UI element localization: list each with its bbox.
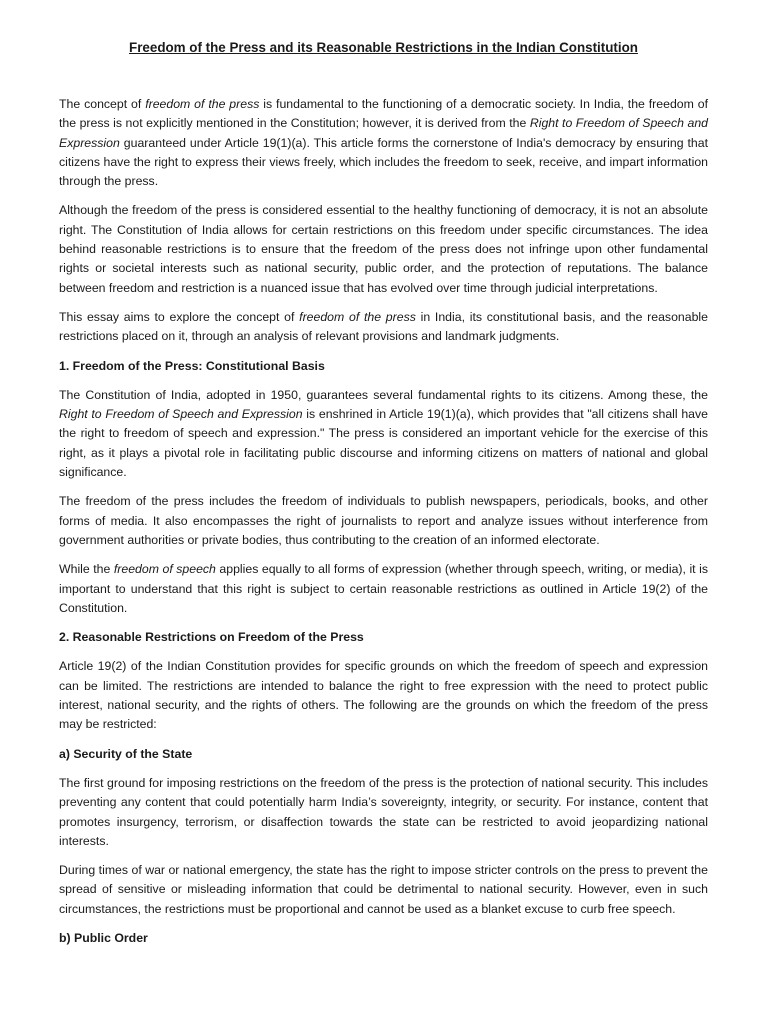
italic-run: freedom of speech bbox=[113, 562, 216, 577]
text-run: The Constitution of India, adopted in 1950, guarantees several fundamental rights to its citizens. Among these, the bbox=[59, 387, 708, 402]
text-run: This essay aims to explore the concept of bbox=[59, 309, 300, 324]
text-run: in India, its constitutional basis, and the reasonable restrictions placed on it, through an analysis of relevant provisions and landmark judgments. bbox=[59, 309, 709, 344]
paragraph-freedom-of-speech bbox=[59, 560, 708, 618]
text-run: applies equally to all forms of expression (whether through speech, writing, or media), it is important to understand that this right is subject to certain reasonable restrictions as outlined in Article 19(2) of the Constitution. bbox=[59, 562, 708, 615]
subsection-heading-a: a) Security of the State bbox=[59, 746, 193, 761]
paragraph-security-2: During times of war or national emergency, the state has the right to impose stricter controls on the press to prevent the spread of sensitive or misleading information that could be detrimental to national security. However, even in such circumstances, the restrictions must be proportional and cannot be used as a blanket excuse to curb free speech. bbox=[59, 863, 708, 916]
section-heading-1: 1. Freedom of the Press: Constitutional Basis bbox=[59, 358, 325, 373]
text-run: guaranteed under Article 19(1)(a). This article forms the cornerstone of India's democracy by ensuring that citizens have the right to express their views freely, which includes the freedom to seek, receive, and impart information through the press. bbox=[59, 135, 708, 189]
paragraph-press-freedom-scope: The freedom of the press includes the freedom of individuals to publish newspapers, periodicals, books, and other forms of media. It also encompasses the right of journalists to report and analyze issues without interference from government authorities or private bodies, thus contributing to the creation of an informed electorate. bbox=[59, 494, 708, 547]
subsection-heading-b: b) Public Order bbox=[59, 930, 148, 945]
italic-run: Right to Freedom of Speech and Expression bbox=[59, 407, 303, 422]
paragraph-constitution bbox=[59, 386, 708, 482]
section-heading-2: 2. Reasonable Restrictions on Freedom of the Press bbox=[59, 630, 364, 645]
italic-run: Right to Freedom of Speech and Expression bbox=[59, 116, 708, 150]
paragraph-restrictions-overview: Although the freedom of the press is considered essential to the healthy functioning of democracy, it is not an absolute right. The Constitution of India allows for certain restrictions on this freedom under specific circumstances. The idea behind reasonable restrictions is to ensure that the freedom of the press does not infringe upon other fundamental rights or societal interests such as national security, public order, and the protection of reputations. The balance between freedom and restriction is a nuanced issue that has evolved over time through judicial interpretations. bbox=[59, 203, 708, 295]
paragraph-article-19-2: Article 19(2) of the Indian Constitution provides for specific grounds on which the freedom of speech and expression can be limited. The restrictions are intended to balance the right to free expression with the need to protect public interest, national security, and the rights of others. The following are the grounds on which the freedom of the press may be restricted: bbox=[59, 659, 708, 732]
italic-run: freedom of the press bbox=[145, 97, 260, 111]
paragraph-essay-aim bbox=[59, 308, 708, 347]
italic-run: freedom of the press bbox=[299, 309, 416, 324]
paragraph-security-1: The first ground for imposing restrictions on the freedom of the press is the protection of national security. This includes preventing any content that could potentially harm India’s sovereignty, integrity, or security. For instance, content that promotes insurgency, terrorism, or disaffection towards the state can be restricted to avoid jeopardizing national interests. bbox=[59, 775, 708, 848]
document-title: Freedom of the Press and its Reasonable Restrictions in the Indian Constitution bbox=[129, 40, 638, 55]
text-run: While the bbox=[59, 562, 114, 577]
paragraph-intro bbox=[59, 95, 708, 191]
text-run: is enshrined in Article 19(1)(a), which provides that "all citizens shall have the right to freedom of speech and expression." The press is considered an important vehicle for the exercise of this right, as it plays a pivotal role in facilitating public discourse and informing citizens on matters of national and global significance. bbox=[59, 407, 709, 480]
text-run: The concept of bbox=[59, 97, 146, 111]
text-run: is fundamental to the functioning of a democratic society. In India, the freedom of the press is not explicitly mentioned in the Constitution; however, it is derived from the bbox=[59, 97, 709, 131]
